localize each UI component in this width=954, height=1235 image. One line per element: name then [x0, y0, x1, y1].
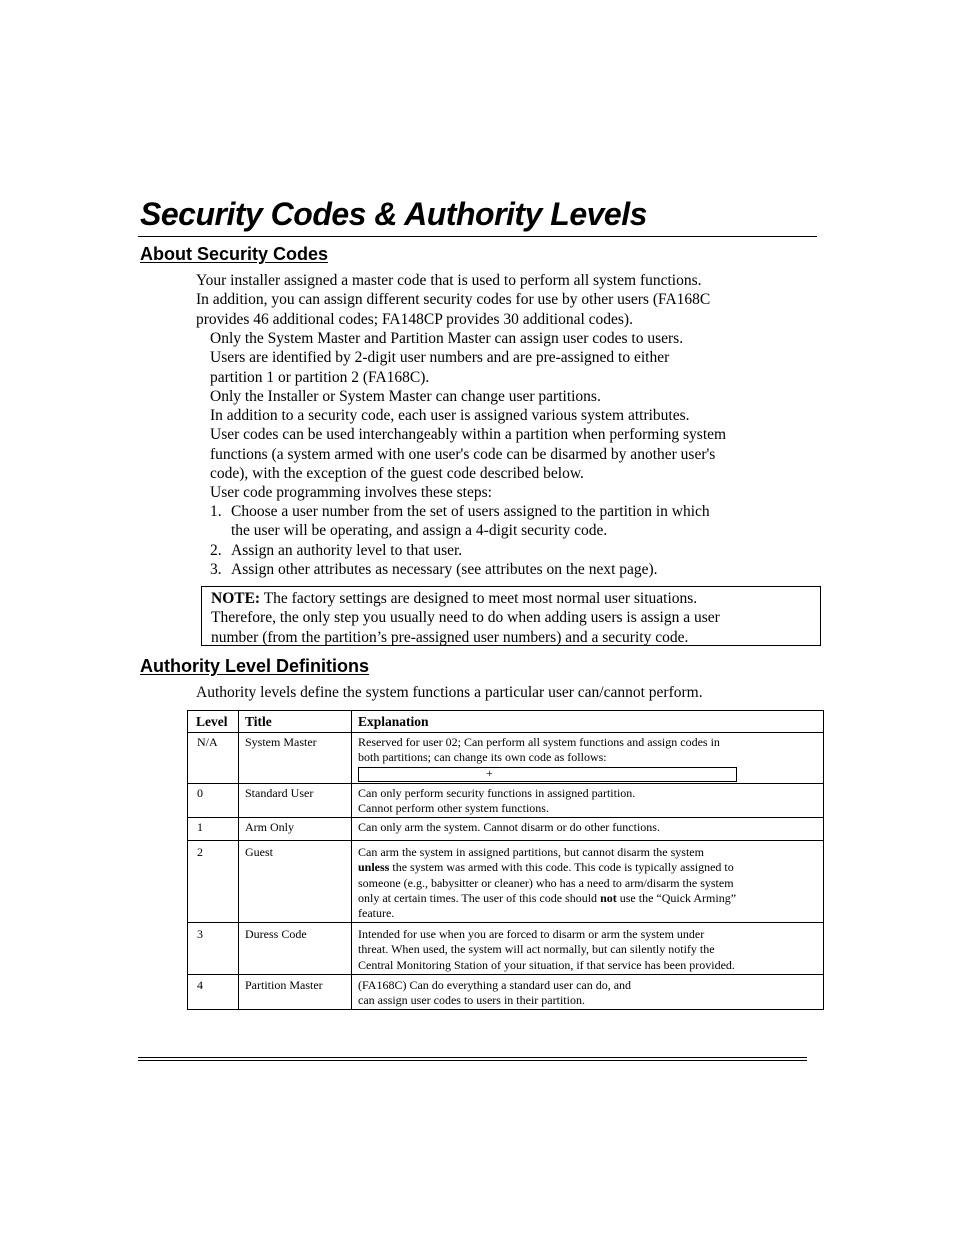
step-item [210, 541, 710, 560]
step-text: Choose a user number from the set of users assigned to the partition in which [231, 503, 710, 520]
about-security-codes-heading: About Security Codes [140, 244, 329, 264]
explanation-line [358, 891, 817, 906]
note-text: number (from the partition’s pre-assigned user numbers) and a security code. [211, 628, 689, 646]
explanation-line: both partitions; can change its own code as follows: [358, 750, 607, 765]
authority-level-definitions-heading: Authority Level Definitions [140, 656, 370, 676]
step-item [210, 560, 710, 579]
step-text: the user will be operating, and assign a 4-digit security code. [231, 522, 608, 540]
detail-line: Users are identified by 2-digit user numbers and are pre-assigned to either [210, 349, 670, 367]
table-header-row [188, 711, 824, 733]
explanation-line: Central Monitoring Station of your situation, if that service has been provided. [358, 957, 735, 972]
column-header-level: Level [188, 711, 239, 733]
authority-intro: Authority levels define the system functions a particular user can/cannot perform. [196, 684, 703, 701]
detail-line: functions (a system armed with one user's code can be disarmed by another user's [210, 445, 716, 463]
column-header-explanation: Explanation [352, 711, 824, 733]
page-title: Security Codes & Authority Levels [140, 196, 647, 232]
table-row [188, 923, 824, 975]
title-cell: Guest [239, 841, 352, 923]
explanation-line: Reserved for user 02; Can perform all system functions and assign codes in [358, 735, 720, 749]
intro-line: Your installer assigned a master code that is used to perform all system functions. [196, 272, 702, 289]
explanation-line: Can only arm the system. Cannot disarm or do other functions. [358, 820, 660, 834]
emphasis-not: not [600, 890, 617, 905]
step-number: 3. [210, 560, 222, 578]
explanation-text: only at certain times. The user of this code should [358, 890, 601, 905]
level-cell: 1 [188, 818, 239, 841]
explanation-text: the system was armed with this code. This code is typically assigned to [389, 860, 734, 875]
step-number: 2. [210, 541, 222, 559]
level-cell: 2 [188, 841, 239, 923]
explanation-line: Intended for use when you are forced to disarm or arm the system under [358, 927, 705, 941]
table-row [188, 818, 824, 841]
level-cell: 0 [188, 784, 239, 818]
about-intro [196, 271, 710, 329]
footer-rule [138, 1060, 807, 1061]
level-cell: 4 [188, 975, 239, 1010]
note-box [201, 586, 821, 646]
detail-line: Only the Installer or System Master can change user partitions. [210, 387, 601, 405]
step-number: 1. [210, 503, 222, 520]
title-cell: Duress Code [239, 923, 352, 975]
intro-line: In addition, you can assign different security codes for use by other users (FA168C [196, 291, 711, 309]
explanation-line: Cannot perform other system functions. [358, 801, 549, 816]
detail-line: code), with the exception of the guest code described below. [210, 465, 584, 483]
intro-line: provides 46 additional codes; FA148CP provides 30 additional codes). [196, 310, 633, 328]
explanation-line: (FA168C) Can do everything a standard user can do, and [358, 978, 632, 992]
explanation-line: someone (e.g., babysitter or cleaner) who has a need to arm/disarm the system [358, 875, 734, 890]
step-text: Assign an authority level to that user. [231, 541, 463, 559]
emphasis-unless: unless [358, 860, 390, 875]
programming-steps-list [210, 502, 710, 579]
detail-line: partition 1 or partition 2 (FA168C). [210, 368, 430, 386]
explanation-line: Can only perform security functions in assigned partition. [358, 786, 636, 800]
title-cell: System Master [239, 733, 352, 784]
note-label: NOTE: [211, 590, 261, 607]
title-cell: Standard User [239, 784, 352, 818]
explanation-line: Can arm the system in assigned partitions, but cannot disarm the system [358, 845, 704, 859]
about-details [210, 329, 726, 503]
explanation-cell [352, 784, 824, 818]
note-text: Therefore, the only step you usually need to do when adding users is assign a user [211, 609, 720, 627]
detail-line: User codes can be used interchangeably within a partition when performing system [210, 426, 727, 444]
detail-line: Only the System Master and Partition Master can assign user codes to users. [210, 330, 684, 347]
step-text: Assign other attributes as necessary (see attributes on the next page). [231, 560, 658, 578]
explanation-cell [352, 841, 824, 923]
column-header-title: Title [239, 711, 352, 733]
explanation-text: use the “Quick Arming” [616, 890, 737, 905]
explanation-line: can assign user codes to users in their partition. [358, 993, 585, 1008]
detail-line: User code programming involves these steps: [210, 484, 492, 502]
table-row [188, 841, 824, 923]
note-text: The factory settings are designed to meet most normal user situations. [260, 590, 698, 607]
explanation-cell [352, 733, 824, 784]
level-cell: 3 [188, 923, 239, 975]
code-format-box [358, 767, 737, 782]
explanation-cell [352, 975, 824, 1010]
detail-line: In addition to a security code, each user is assigned various system attributes. [210, 407, 690, 425]
authority-levels-table [187, 710, 824, 1010]
title-rule [138, 236, 817, 237]
title-cell: Partition Master [239, 975, 352, 1010]
title-cell: Arm Only [239, 818, 352, 841]
table-row [188, 733, 824, 784]
table-row [188, 975, 824, 1010]
table-row [188, 784, 824, 818]
explanation-line: feature. [358, 906, 395, 921]
explanation-cell [352, 818, 824, 841]
explanation-line [358, 860, 817, 875]
explanation-line: threat. When used, the system will act normally, but can silently notify the [358, 942, 715, 957]
step-item [210, 502, 710, 541]
level-cell: N/A [188, 733, 239, 784]
code-plus-sign: + [486, 765, 493, 780]
footer-rule [138, 1057, 807, 1058]
explanation-cell [352, 923, 824, 975]
